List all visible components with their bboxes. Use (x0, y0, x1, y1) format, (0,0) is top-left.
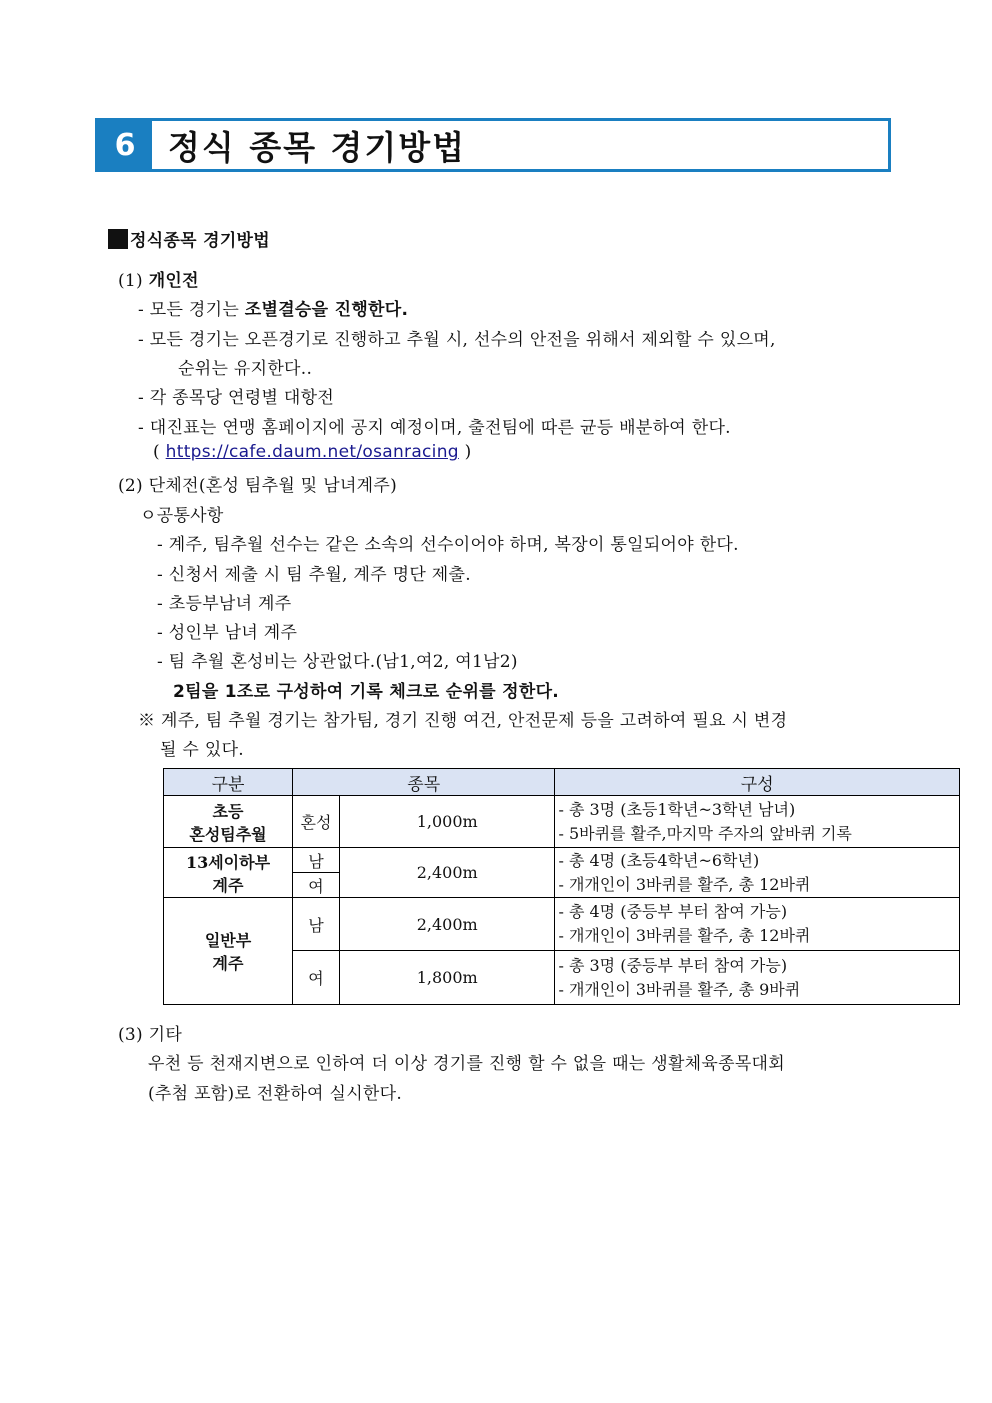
other-heading: (3) 기타 (118, 1025, 183, 1045)
row1-comp-2: - 5바퀴를 활주,마지막 주자의 앞바퀴 기록 (558, 823, 852, 843)
individual-item-1-bold: 조별결승을 진행한다. (244, 300, 409, 320)
table-row (164, 796, 960, 848)
section-subtitle (108, 226, 270, 251)
other-line-1: 우천 등 천재지변으로 인하여 더 이상 경기를 진행 할 수 없을 때는 생활체육종목대회 (148, 1054, 785, 1074)
row2-sub-male: 남 (293, 848, 340, 873)
individual-item-1 (138, 295, 408, 320)
team-heading: (2) 단체전(혼성 팀추월 및 남녀계주) (118, 476, 398, 496)
link-close: ) (464, 442, 472, 462)
row3-sub: 남 (293, 898, 340, 951)
header-composition: 구성 (555, 769, 960, 796)
row4-composition (555, 951, 960, 1005)
other-line-2: (추첨 포함)로 전환하여 실시한다. (148, 1084, 403, 1104)
row2-composition (555, 848, 960, 898)
header-category: 구분 (164, 769, 293, 796)
row2-sub-female: 여 (293, 873, 340, 898)
individual-heading-num: (1) (118, 271, 143, 291)
row1-cat2: 혼성팀추월 (189, 824, 267, 844)
row1-distance: 1,000m (340, 796, 555, 848)
individual-item-2: - 모든 경기는 오픈경기로 진행하고 추월 시, 선수의 안전을 위해서 제외할 수 있으며, (138, 330, 776, 350)
note-cont: 될 수 있다. (160, 740, 244, 760)
section-number: 6 (98, 121, 152, 169)
row3-cat2: 계주 (212, 954, 244, 973)
header-event: 종목 (293, 769, 555, 796)
row2-distance: 2,400m (340, 848, 555, 898)
link-line (153, 442, 472, 462)
cafe-link[interactable]: https://cafe.daum.net/osanracing (165, 442, 459, 462)
common-heading: ㅇ공통사항 (140, 506, 224, 526)
table-row (164, 848, 960, 873)
row3-comp-1: - 총 4명 (중등부 부터 참여 가능) (558, 902, 788, 921)
individual-item-2-cont: 순위는 유지한다.. (178, 359, 313, 379)
row4-distance: 1,800m (340, 951, 555, 1005)
row3-composition (555, 898, 960, 951)
link-open: ( (153, 442, 160, 462)
row2-cat1: 13세이하부 (185, 852, 271, 872)
row2-comp-2: - 개개인이 3바퀴를 활주, 총 12바퀴 (558, 874, 811, 894)
row1-sub: 혼성 (293, 796, 340, 848)
row2-cat2: 계주 (212, 875, 244, 895)
common-item-3: - 초등부남녀 계주 (157, 594, 292, 614)
row3-cat1: 일반부 (204, 931, 252, 950)
row1-cat1: 초등 (212, 801, 244, 821)
note: ※ 계주, 팀 추월 경기는 참가팀, 경기 진행 여건, 안전문제 등을 고려하여 필요 시 변경 (138, 711, 788, 731)
individual-heading (118, 266, 199, 291)
table-row (164, 898, 960, 951)
section-header (95, 118, 891, 172)
common-item-5: - 팀 추월 혼성비는 상관없다.(남1,여2, 여1남2) (157, 652, 518, 672)
common-item-4: - 성인부 남녀 계주 (157, 623, 298, 643)
row3-comp-2: - 개개인이 3바퀴를 활주, 총 12바퀴 (558, 926, 811, 945)
row4-comp-1: - 총 3명 (중등부 부터 참여 가능) (558, 955, 788, 975)
row4-comp-2: - 개개인이 3바퀴를 활주, 총 9바퀴 (558, 979, 801, 999)
row1-composition (555, 796, 960, 848)
row4-sub: 여 (293, 951, 340, 1005)
row3-category (164, 898, 293, 1005)
table-header-row (164, 769, 960, 796)
row1-comp-1: - 총 3명 (초등1학년~3학년 남녀) (558, 799, 796, 819)
row2-category (164, 848, 293, 898)
page-title: 정식 종목 경기방법 (168, 127, 467, 167)
section-subtitle-text: 정식종목 경기방법 (130, 231, 270, 251)
common-item-2: - 신청서 제출 시 팀 추월, 계주 명단 제출. (157, 565, 471, 585)
ranking-rule: 2팀을 1조로 구성하여 기록 체크로 순위를 정한다. (173, 682, 560, 702)
individual-item-3: - 각 종목당 연령별 대항전 (138, 388, 335, 408)
row2-comp-1: - 총 4명 (초등4학년~6학년) (558, 850, 760, 870)
common-item-1: - 계주, 팀추월 선수는 같은 소속의 선수이어야 하며, 복장이 통일되어야 한다. (157, 535, 739, 555)
individual-heading-text: 개인전 (148, 271, 199, 291)
event-table (163, 768, 960, 1005)
individual-item-1-text: - 모든 경기는 (138, 300, 245, 320)
row1-category (164, 796, 293, 848)
square-bullet-icon (108, 229, 128, 249)
row3-distance: 2,400m (340, 898, 555, 951)
individual-item-4: - 대진표는 연맹 홈페이지에 공지 예정이며, 출전팀에 따른 균등 배분하여 한다. (138, 418, 731, 438)
